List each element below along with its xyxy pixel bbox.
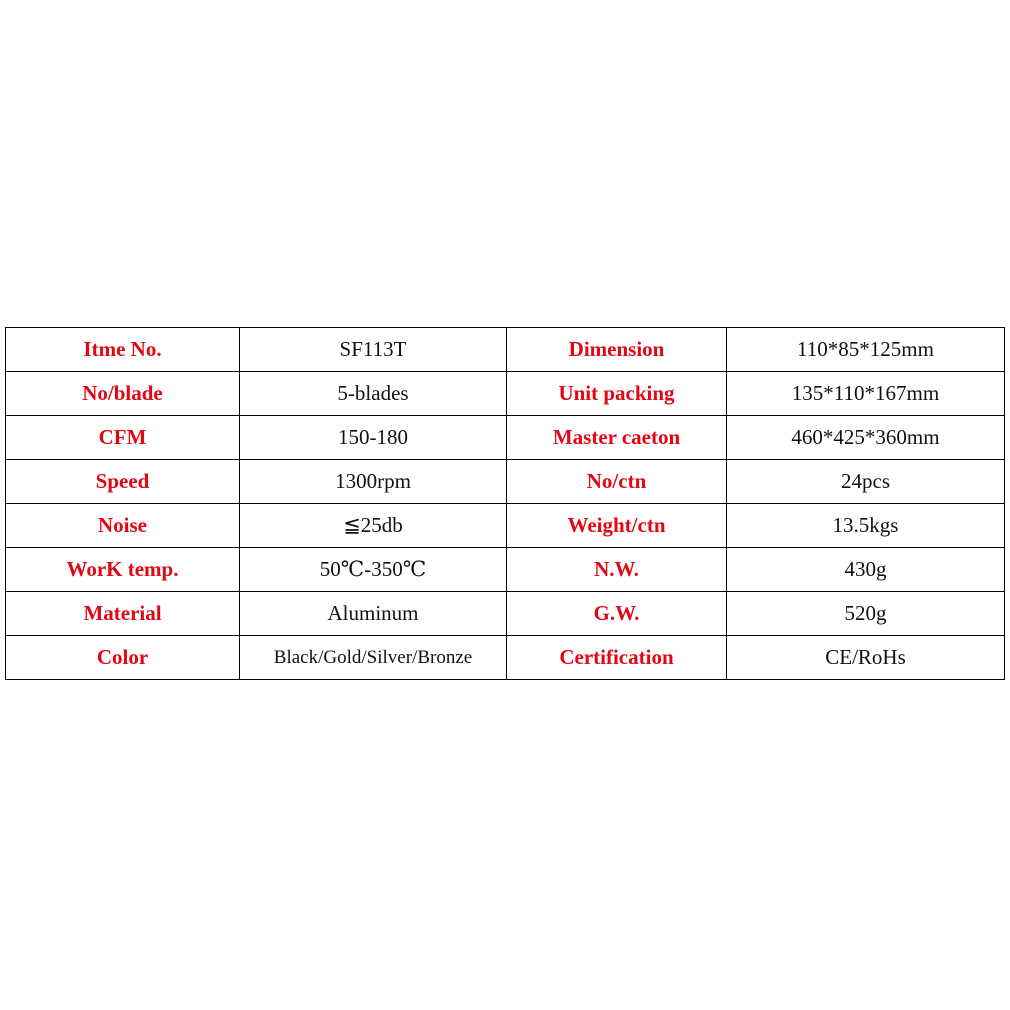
- noise-label: Noise: [6, 504, 240, 548]
- cfm-value: 150-180: [240, 416, 507, 460]
- material-label: Material: [6, 592, 240, 636]
- noise-value: ≦25db: [240, 504, 507, 548]
- color-value: Black/Gold/Silver/Bronze: [240, 636, 507, 680]
- spec-table: [5, 327, 1005, 680]
- speed-label: Speed: [6, 460, 240, 504]
- table-row: [6, 372, 1005, 416]
- work-temp-label: WorK temp.: [6, 548, 240, 592]
- blade-value: 5-blades: [240, 372, 507, 416]
- weight-ctn-label: Weight/ctn: [507, 504, 727, 548]
- gross-weight-value: 520g: [727, 592, 1005, 636]
- net-weight-value: 430g: [727, 548, 1005, 592]
- unit-packing-label: Unit packing: [507, 372, 727, 416]
- dimension-label: Dimension: [507, 328, 727, 372]
- speed-value: 1300rpm: [240, 460, 507, 504]
- blade-label: No/blade: [6, 372, 240, 416]
- work-temp-value: 50℃-350℃: [240, 548, 507, 592]
- dimension-value: 110*85*125mm: [727, 328, 1005, 372]
- unit-packing-value: 135*110*167mm: [727, 372, 1005, 416]
- table-row: [6, 592, 1005, 636]
- item-no-label: Itme No.: [6, 328, 240, 372]
- table-row: [6, 548, 1005, 592]
- gross-weight-label: G.W.: [507, 592, 727, 636]
- table-row: [6, 416, 1005, 460]
- material-value: Aluminum: [240, 592, 507, 636]
- cfm-label: CFM: [6, 416, 240, 460]
- master-carton-value: 460*425*360mm: [727, 416, 1005, 460]
- color-label: Color: [6, 636, 240, 680]
- table-row: [6, 460, 1005, 504]
- table-row: [6, 636, 1005, 680]
- master-carton-label: Master caeton: [507, 416, 727, 460]
- certification-label: Certification: [507, 636, 727, 680]
- table-row: [6, 504, 1005, 548]
- weight-ctn-value: 13.5kgs: [727, 504, 1005, 548]
- item-no-value: SF113T: [240, 328, 507, 372]
- no-ctn-label: No/ctn: [507, 460, 727, 504]
- certification-value: CE/RoHs: [727, 636, 1005, 680]
- table-row: [6, 328, 1005, 372]
- no-ctn-value: 24pcs: [727, 460, 1005, 504]
- net-weight-label: N.W.: [507, 548, 727, 592]
